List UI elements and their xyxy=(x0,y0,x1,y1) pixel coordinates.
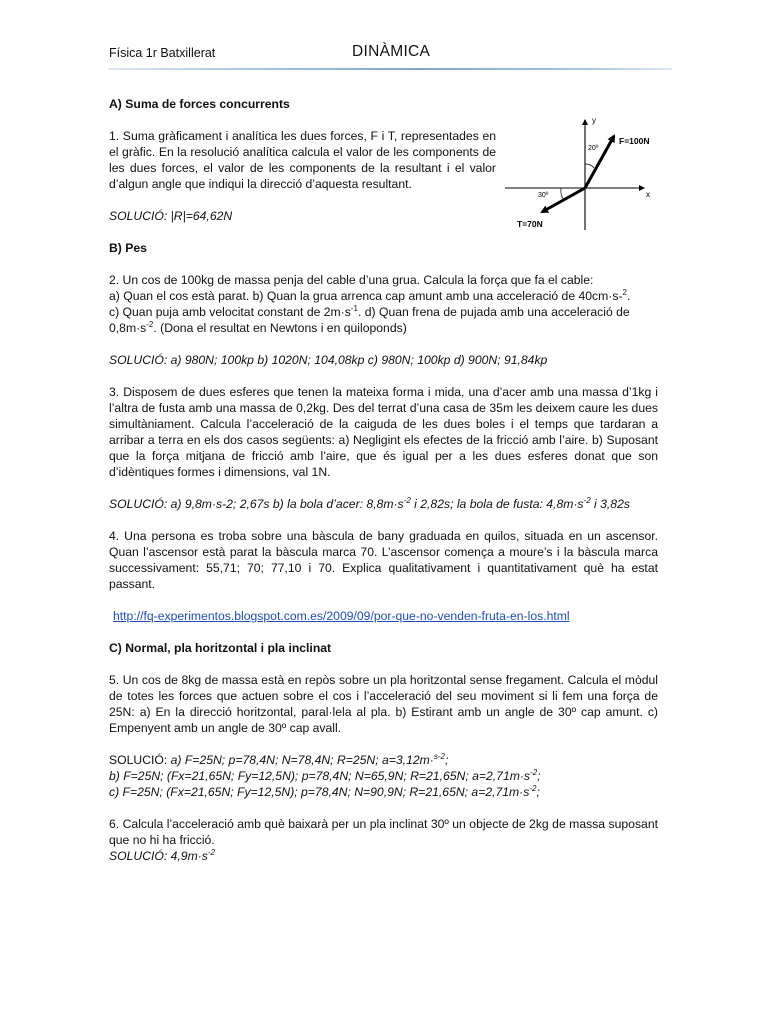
y-axis-label: y xyxy=(592,116,596,125)
question-2-line-3: c) Quan puja amb velocitat constant de $2m\cdot s^{-1}$. d) Quan frena de pujada amb una acceleració de xyxy=(109,303,630,319)
force-t-label: T=70N xyxy=(517,219,543,229)
subject-label: Física 1r Batxillerat xyxy=(109,46,216,60)
solution-2: SOLUCIÓ: a) 980N; 100kp b) 1020N; 104,08kp c) 980N; 100kp d) 900N; 91,84kp xyxy=(109,353,548,367)
solution-5-line-c: c) F=25N; (Fx=21,65N; Fy=12,5N); p=78,4N; N=90,9N; R=21,65N; $a=2,71m\cdot s^{-2}$; xyxy=(109,783,540,799)
solution-6: SOLUCIÓ: $4,9m\cdot s^{-2}$ xyxy=(109,847,215,863)
question-2 xyxy=(109,272,658,336)
section-a-heading: A) Suma de forces concurrents xyxy=(109,97,290,111)
section-c-heading: C) Normal, pla horitzontal i pla inclinat xyxy=(109,641,332,655)
question-5: 5. Un cos de 8kg de massa està en repòs sobre un pla horitzontal sense fregament. Calcula el mòdul de totes les forces que actuen sobre el cos i l’acceleració del seu moviment si li fem una força de 25N: a) En la direcció horitzontal, paral·lela al pla. b) Estirant amb un angle de 30º cap amunt. c) Empenyent amb un angle de 30º cap avall. xyxy=(109,673,658,735)
main-content xyxy=(109,96,658,864)
solution-3: SOLUCIÓ: a) 9,8m·s-2; 2,67s b) la bola d’acer: $8,8m\cdot s^{-2}$ i 2,82s; la bola de fusta: $4,8m\cdot s^{-2}$ i 3,82s xyxy=(109,495,630,511)
document-title: DINÀMICA xyxy=(352,43,431,60)
solution-5-line-a: SOLUCIÓ: a) F=25N; p=78,4N; N=78,4N; R=25N; a=3,12m·$^{s-2}$; xyxy=(109,751,449,767)
question-6: 6. Calcula l’acceleració amb què baixarà per un pla inclinat 30º un objecte de 2kg de massa suposant que no hi ha fricció. xyxy=(109,817,658,847)
section-b-heading: B) Pes xyxy=(109,241,147,255)
question-2-line-2: a) Quan el cos està parat. b) Quan la grua arrenca cap amunt amb una acceleració de 40cm·s-$^2$. xyxy=(109,287,631,303)
question-1: 1. Suma gràficament i analítica les dues forces, F i T, representades en el gràfic. En la resolució analítica calcula el valor de les components de les dues forces, el valor de les components de la resultant i el valor d’algun angle que indiqui la direcció d’aquesta resultant. xyxy=(109,129,496,191)
question-3: 3. Disposem de dues esferes que tenen la mateixa forma i mida, una d’acer amb una massa d’1kg i l’altra de fusta amb una massa de 0,2kg. Des del terrat d’una casa de 35m les deixem caure les dues simultàniament. Calcula l’acceleració de la caiguda de les dues boles i el temps que tardaran a arribar a terra en els dos casos següents: a) Negligint els efectes de la fricció amb l’aire. b) Suposant que la força mitjana de fricció amb l’aire, que és igual per a les dues esferes donat que son d’idèntiques formes i dimensions, val 1N. xyxy=(109,385,658,479)
angle-f-label: 20º xyxy=(588,145,599,152)
x-axis-label: x xyxy=(646,190,650,199)
solution-5-line-b: b) F=25N; (Fx=21,65N; Fy=12,5N); p=78,4N; N=65,9N; R=21,65N; $a=2,71m\cdot s^{-2}$; xyxy=(109,767,541,783)
angle-t-label: 30º xyxy=(538,192,549,199)
header-divider xyxy=(108,68,672,70)
solution-1: SOLUCIÓ: |R|=64,62N xyxy=(109,209,233,223)
solution-5 xyxy=(109,752,658,800)
reference-link[interactable]: http://fq-experimentos.blogspot.com.es/2009/09/por-que-no-venden-fruta-en-los.html xyxy=(113,609,570,623)
force-f-label: F=100N xyxy=(619,136,650,146)
question-2-line-1: 2. Un cos de 100kg de massa penja del cable d’una grua. Calcula la força que fa el cable: xyxy=(109,273,594,287)
question-2-line-4: $0,8m\cdot s^{-2}$. (Dona el resultat en Newtons i en quiloponds) xyxy=(109,319,407,335)
question-4: 4. Una persona es troba sobre una bàscula de bany graduada en quilos, situada en un ascensor. Quan l’ascensor està parat la bàscula marca 70. L’ascensor comença a moure’s i la bàscula marca successivament: 55,71; 70; 77,10 i 70. Explica qualitativament i quantitativament què ha estat passant. xyxy=(109,529,658,591)
